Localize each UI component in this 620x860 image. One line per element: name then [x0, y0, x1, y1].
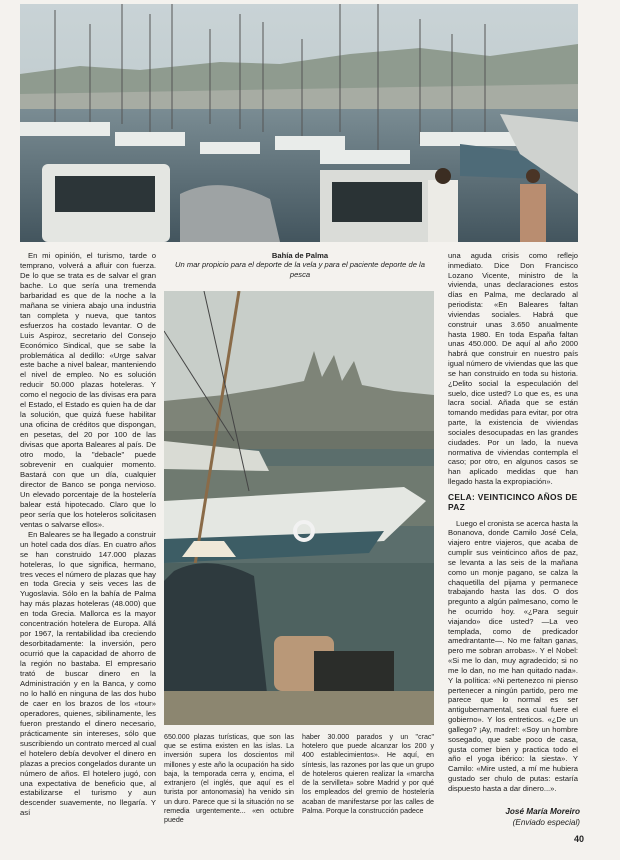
author-name: José María Moreiro [505, 807, 580, 816]
article-column-right [448, 251, 578, 794]
article-column-left [20, 251, 156, 818]
fishing-photo-middle [164, 291, 434, 725]
paragraph: una aguda crisis como reflejo inmediato. Dice Don Francisco Lozano Vicente, ministro de la vivienda, unas declaraciones estos días en Palma, me declarado al periodista: «En Baleares faltan viviendas sociales. Habrá que construir unas 3.650 anualmente hasta 1980. En toda España faltan unas 450.000. De aquí al año 2000 habrá que construir en nuestro país igual número de viviendas que las que se han construido en toda su historia. ¿Delito social la especulación del suelo, dice usted? Lo que es, es una lacra social. Añada que se están tomando medidas para evitar, por otra parte, la existencia de viviendas sociales desocupadas en las grandes ciudades. Por un lado, la nueva normativa de viviendas contempla el caso; por otro, en algunos casos se han aplicado medidas que han llegado hasta la expropiación». [448, 251, 578, 487]
author-role: (Enviado especial) [512, 818, 580, 827]
photo-caption [164, 251, 436, 279]
section-subhead: CELA: VEINTICINCO AÑOS DE PAZ [448, 491, 578, 512]
article-column-middle-a [164, 733, 294, 825]
paragraph: haber 30.000 parados y un "crac" hotelero que puede alcanzar los 200 y 400 establecimientos». He aquí, en síntesis, las razones por las que un grupo de hoteleros quieren realizar la «marcha de la servilleta» sobre Madrid y por qué los empleados del gremio de hostelería acaban de manifestarse por las calles de Palma. Porque la construcción padece [302, 733, 434, 815]
harbor-photo-top [20, 4, 578, 242]
caption-title: Bahía de Palma [271, 251, 329, 260]
article-column-middle-b [302, 733, 434, 816]
byline [505, 806, 580, 828]
caption-subtitle: Un mar propicio para el deporte de la vela y para el paciente deporte de la pesca [175, 260, 425, 279]
paragraph: En mi opinión, el turismo, tarde o temprano, volverá a afluir con fuerza. De lo que se trata es de salvar el gran bache. Lo que sería una tremenda barbaridad es que de la noche a la mañana se viniera abajo una industria tan completa y nueva, que tantos esfuerzos ha costado levantar. O de Luis Aspiroz, secretario del Consejo Económico Sindical, que se sabe la problemática al dedillo: «Urge salvar este bache a nivel balear, manteniendo el nivel de empleo. No es solución reducir 50.000 plazas hoteleras. Y como el negocio de las divisas era para el Estado, el Estado es quien ha de dar la solución, que quizá fuese habilitar una oficina de créditos que dispongan, en pesetas, del 20 por 100 de las divisas que aporta Baleares al país. De otro modo, la "debacle" puede sobrevenir en cualquier momento. Bastará con que un día, cualquier director de Banco se ponga nervioso. Un elevado porcentaje de la hostelería balear está hipotecado. Claro que lo peor sería que los hoteleros solicitasen ventas o salvarse ellos». [20, 251, 156, 529]
paragraph: 650.000 plazas turísticas, que son las que se estima existen en las islas. La inversión supera los doscientos mil millones y este año la ocupación ha sido baja, la temporada cerra y, encima, el extranjero (el inglés, que aquí es el turista por antonomasia) ha venido sin un duro. Parece que si la situación no se remedia urgentemente... «en octubre puede [164, 733, 294, 825]
paragraph: Luego el cronista se acerca hasta la Bonanova, donde Camilo José Cela, viajero entre viajeros, que acaba de cumplir sus veinticinco años de paz, se levanta a las seis de la mañana como un monje pagano, se calza la chaquetilla del pijama y permanece trabajando hasta las dos. O dos pregunto a algún palmesano, como le he ocurrido hoy. «¿Para seguir viajando» dice usted? —La veo templada, como de predicador amedrantante—. No me faltan ganas, pero me sobran arrobas». Y el Nobel: «Si me lo dan, muy agradecido; si no me lo dan, no me han quitado nada». Y la política: «Ni pertenezco ni pienso pertenecer a ningún partido, pero me parece que lo normal es ser antigubernamental, sea cual fuere el gobierno». Y los entreticos. «¿De un gallego? ¡Ay, madre!: «Soy un hombre sosegado, que sabe poco de casa, gusta comer bien y practica todo el año el yoga ibérico: la siesta». Y Camilo: «Mire usted, a mí me hubiera gustado ser chulo de putas: estaría dispuesto hasta a dar dinero...». [448, 518, 578, 793]
paragraph: En Baleares se ha llegado a construir un hotel cada dos días. En cuatro años se han construido 147.000 plazas hoteleras, lo que significa, hermano, tres veces el número de plazas que hay en toda Grecia y seis veces las de Yugoslavia. Sólo en la bahía de Palma hay más plazas hoteleras (48.000) que en toda Grecia. Mallorca es la mayor concentración hotelera de Europa. Allá por 1967, la rentabilidad iba creciendo desorbitadamente: la inversión, pero ocurrió que la capacidad de ahorro de la región no bastaba. El empresario trató de buscar dinero en la Administración y en la Banca, y como no lo halló en ninguna de las dos hubo de caer en los brazos de los «tour» operadores, quienes, sibilinamente, les fueron prestando el dinero necesario, prácticamente sin intereses, sólo que suscribiendo un contrato merced al cual el hotelero debía devolver el dinero en plazas a precios congelados durante un número de años. El hotelero jugó, con una expectativa de beneficio que, al estabilizarse el turismo y aun descender suavemente, no llegaría. Y así [20, 529, 156, 818]
page-number: 40 [573, 834, 584, 844]
